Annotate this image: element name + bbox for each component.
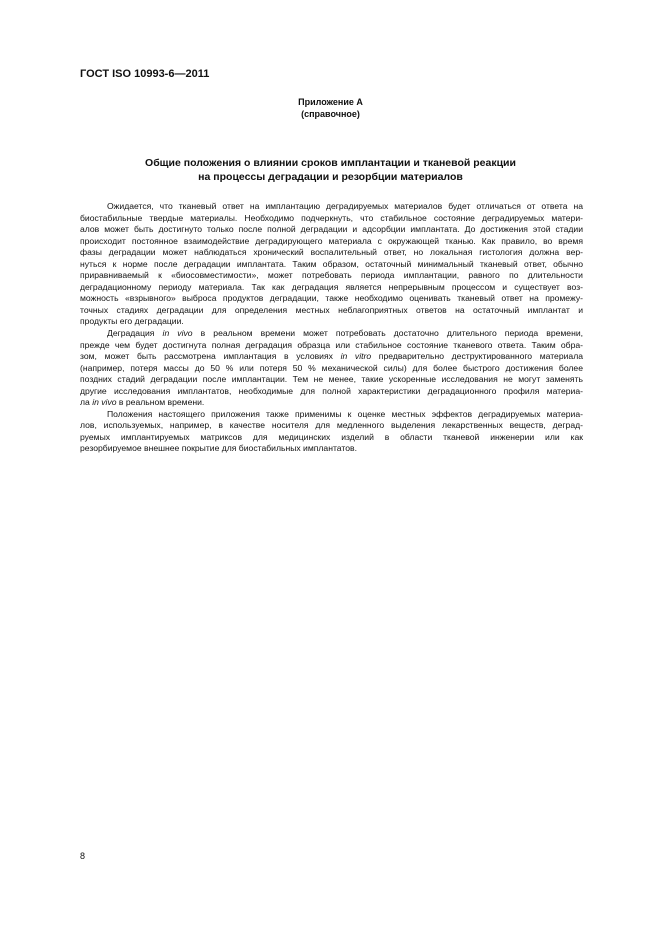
appendix-title [0,156,661,184]
text-span: Положения настоящего приложения также применимы к оценке местных эффектов деградируемых материа- [107,408,583,419]
text-line [80,224,583,236]
text-span: деградационному периоду материала. Так как деградация является непрерывным процессом и существует воз- [80,281,583,292]
text-line [80,328,583,340]
text-line [80,270,583,282]
italic-term: in vivo [92,397,117,408]
text-span: другие исследования имплантатов, необходимые для полной характеристики деградационного профиля материа- [80,385,583,396]
text-span: биостабильные твердые материалы. Необходимо подчеркнуть, что стабильное состояние деградируемых матери- [80,212,583,223]
text-span: продукты его деградации. [80,316,184,327]
paragraph [80,409,583,455]
standard-header: ГОСТ ISO 10993-6—2011 [80,68,210,80]
text-span: прежде чем будет достигнута полная деградация образца или стабильное состояние тканевого ответа. Таким обра- [80,339,583,350]
text-span: в реальном времени может потребовать достаточно длительного периода времени, [192,328,584,339]
text-line [80,247,583,259]
text-span: (например, потеря массы до 50 % или потеря 50 % механической силы) для более быстрого достижения более [80,362,583,373]
text-span: лов, используемых, например, в качестве носителя для медленного выделения лекарственных веществ, деград- [80,420,583,431]
text-span: поздних стадий деградации после имплантации. Тем не менее, такие ускоренные исследования не могут заменять [80,374,583,385]
paragraph [80,328,583,409]
page-number: 8 [80,851,86,861]
text-line [80,409,583,421]
body-text [80,201,583,455]
italic-term: in vitro [340,351,372,362]
text-line [80,420,583,432]
text-line [80,351,583,363]
text-line [80,432,583,444]
text-span: ла [80,397,93,408]
text-line [80,363,583,375]
text-span: нуться к норме после деградации имплантата. Таким образом, остаточный минимальный тканевый ответ, обычно [80,258,583,269]
text-line [80,316,583,328]
text-line [80,293,583,305]
text-span: можность «взрывного» выброса продуктов деградации, также необходимо оценивать тканевый ответ на промежу- [80,293,583,304]
text-span: Ожидается, что тканевый ответ на имплантацию деградируемых материалов будет отличаться от ответа на [107,201,583,211]
appendix-type: (справочное) [301,109,360,119]
text-line [80,259,583,271]
title-line: на процессы деградации и резорбции материалов [198,171,463,183]
text-line [80,236,583,248]
appendix-label: Приложение А [298,97,363,107]
text-span: в реальном времени. [116,397,205,408]
text-line [80,201,583,213]
italic-term: in vivo [162,328,193,339]
text-span: происходит постоянное взаимодействие деградирующего материала с окружающей тканью. Как правило, во время [80,235,583,246]
text-span: резорбируемое внешнее покрытие для биостабильных имплантатов. [80,443,357,454]
text-span: зом, может быть рассмотрена имплантация в условиях [80,351,341,362]
text-line [80,305,583,317]
text-line [80,213,583,225]
text-line [80,386,583,398]
text-span: руемых имплантируемых матриксов для медицинских изделий в области тканевой инженерии или как [80,431,583,442]
title-line: Общие положения о влиянии сроков имплантации и тканевой реакции [145,157,516,169]
text-line [80,374,583,386]
text-span: предварительно деструктированного материала [371,351,583,362]
text-line [80,443,583,455]
text-span: точных стадиях деградации для определения местных неблагоприятных ответов на остаточный имплантат и [80,304,583,315]
text-span: алов может быть достигнуто только после полной деградации и адсорбции имплантата. До достижения этой стадии [80,224,583,235]
text-span: фазы деградации может наблюдаться хронический воспалительный ответ, но локальная гистология должна вер- [80,247,583,258]
paragraph [80,201,583,328]
text-line [80,397,583,409]
text-line [80,340,583,352]
text-span: Деградация [107,328,163,339]
text-line [80,282,583,294]
text-span: приравниваемый к «биосовместимости», может потребовать периода имплантации, равного по длительности [80,270,583,281]
